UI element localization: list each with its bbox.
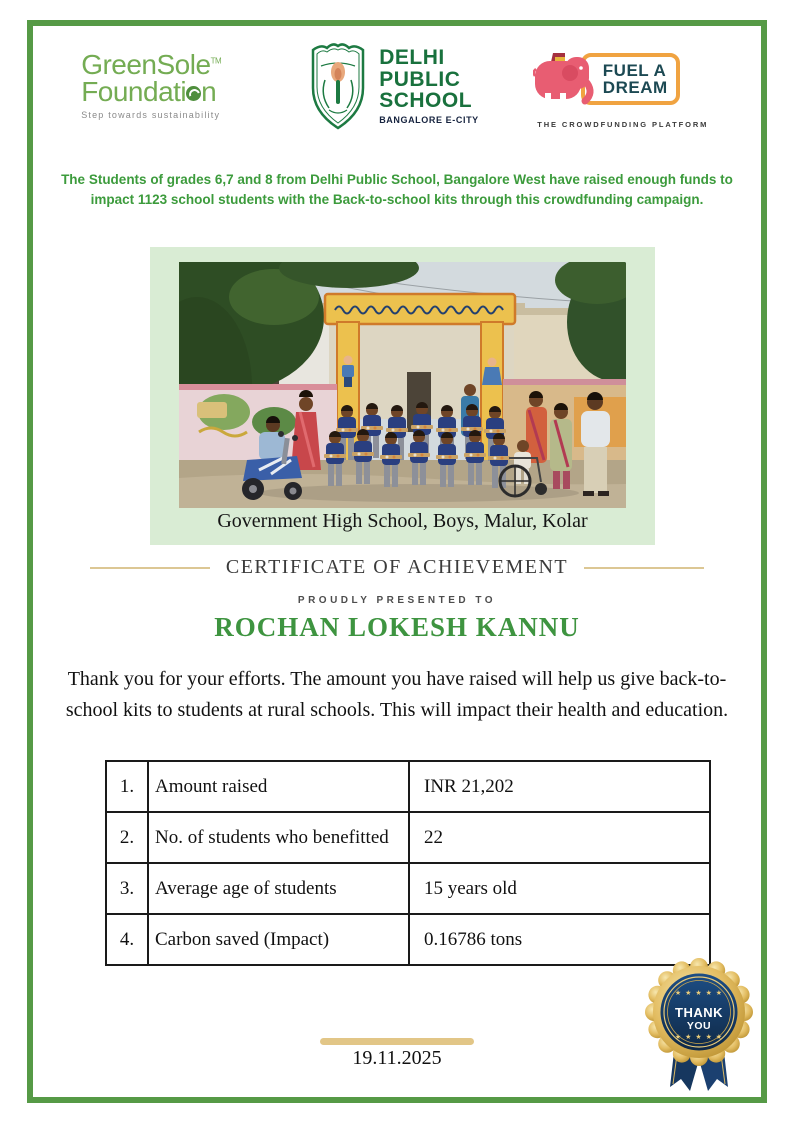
recipient-name: ROCHAN LOKESH KANNU: [214, 612, 580, 642]
dps-branch-label: BANGALORE E-CITY: [379, 114, 479, 125]
badge-thank-text: THANK: [675, 1005, 723, 1020]
certificate-heading-row: [0, 556, 794, 579]
row-value: 22: [409, 812, 710, 863]
fuel-a-dream-logo: [533, 43, 713, 129]
impact-stats-table: [105, 760, 711, 966]
greensole-tagline: Step towards sustainability: [81, 109, 221, 120]
greensole-name-text: GreenSole: [81, 49, 211, 81]
presented-to-label: PROUDLY PRESENTED TO: [297, 595, 497, 606]
row-value: 0.16786 tons: [409, 914, 710, 965]
dps-logo: [307, 40, 479, 132]
row-number: 2.: [106, 812, 148, 863]
fuel-a-dream-elephant-icon: [533, 43, 597, 115]
campaign-summary-text: The Students of grades 6,7 and 8 from Delhi Public School, Bangalore West have raised enough funds to impact 1123 school students with the Back-to-school kits through this crowdfunding campaign.: [61, 172, 733, 207]
row-number: 1.: [106, 761, 148, 812]
school-group-photo: [179, 262, 626, 508]
date-underline-bar: [320, 1038, 474, 1045]
school-photo-card: [150, 247, 655, 545]
greensole-foundation-logo: [81, 49, 253, 120]
certificate-heading: CERTIFICATE OF ACHIEVEMENT: [225, 556, 569, 578]
table-row: [106, 761, 710, 812]
fuel-a-dream-wordmark: FUEL A DREAM: [581, 53, 680, 105]
fuel-a-dream-tagline: THE CROWDFUNDING PLATFORM: [537, 120, 709, 129]
dps-wordmark: DELHI PUBLIC SCHOOL BANGALORE E-CITY: [379, 46, 479, 125]
greensole-sole-leaf-icon: [186, 86, 201, 101]
table-row: [106, 914, 710, 965]
logo-row: [0, 40, 794, 132]
badge-stars-top: ★ ★ ★ ★ ★: [674, 990, 724, 997]
thank-you-message: Thank you for your efforts. The amount you have raised will help us give back-to- school kits to students at rural schools. This will impact their health and education.: [65, 668, 729, 721]
trademark-symbol: TM: [210, 57, 222, 67]
heading-rule-left: [90, 567, 210, 569]
greensole-name: [81, 49, 253, 81]
thank-you-ribbon-badge: [645, 957, 757, 1097]
photo-caption: Government High School, Boys, Malur, Kolar: [217, 510, 588, 532]
row-value: 15 years old: [409, 863, 710, 914]
row-value: INR 21,202: [409, 761, 710, 812]
row-label: Amount raised: [148, 761, 409, 812]
row-number: 4.: [106, 914, 148, 965]
dps-crest-icon: [307, 40, 369, 132]
issue-date: 19.11.2025: [352, 1047, 442, 1069]
table-row: [106, 812, 710, 863]
row-number: 3.: [106, 863, 148, 914]
table-row: [106, 863, 710, 914]
heading-rule-right: [584, 567, 704, 569]
row-label: No. of students who benefitted: [148, 812, 409, 863]
badge-stars-bottom: ★ ★ ★ ★ ★: [674, 1034, 724, 1041]
row-label: Average age of students: [148, 863, 409, 914]
row-label: Carbon saved (Impact): [148, 914, 409, 965]
greensole-foundation-word: Foundati n: [81, 76, 217, 107]
badge-you-text: YOU: [686, 1020, 712, 1032]
